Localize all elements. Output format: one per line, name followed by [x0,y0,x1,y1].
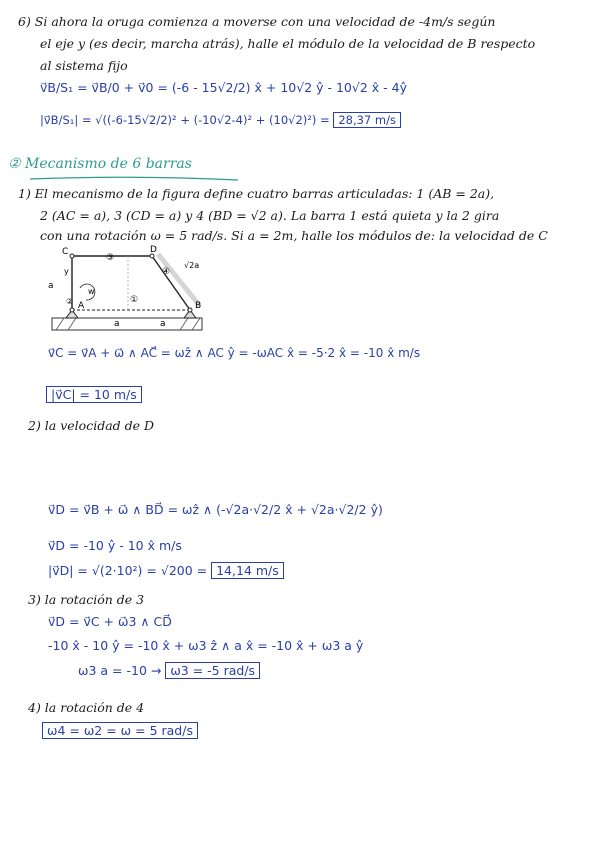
vc-eq: v⃗C = v⃗A + ω⃗ ∧ AC⃗ = ωẑ ∧ AC ŷ = -ωAC x̂ = -5·2 x̂ = -10 x̂ m/s [48,346,421,360]
label-a-bottom: a [114,319,120,329]
vd-eq1: v⃗D = v⃗B + ω⃗ ∧ BD⃗ = ωẑ ∧ (-√2a·√2/2 x̂ + √2a·√2/2 ŷ) [48,502,383,517]
vd-heading: 2) la velocidad de D [28,418,155,433]
w3-eq3: ω3 a = -10 → [78,663,162,678]
w4-heading: 4) la rotación de 4 [28,700,145,715]
label-sqrt2a: √2a [184,261,200,270]
label-bar4: ④ [162,267,171,277]
label-omega: w [88,287,95,296]
label-c: C [62,247,69,257]
section-title: ② Mecanismo de 6 barras [8,156,192,172]
section-underline [30,176,240,182]
w3-heading: 3) la rotación de 3 [28,592,145,607]
label-a-left: a [48,281,54,291]
vd-eq3: |v⃗D| = √(2·10²) = √200 = [48,563,208,578]
w3-eq3-row [78,662,260,679]
part6-line2: el eje y (es decir, marcha atrás), halle el módulo de la velocidad de B respecto [40,36,536,51]
w4-result-row [42,722,198,739]
statement-line1: 1) El mecanismo de la figura define cuatro barras articuladas: 1 (AB = 2a), [18,186,495,201]
vc-result-row [46,386,142,403]
label-d: D [150,245,157,255]
w4-result-box: ω4 = ω2 = ω = 5 rad/s [42,722,198,739]
label-bar3: ③ [106,253,115,263]
w3-result-box: ω3 = -5 rad/s [165,662,260,679]
vd-result-box: 14,14 m/s [211,562,284,579]
label-bar1: ① [130,295,139,305]
w3-eq2: -10 x̂ - 10 ŷ = -10 x̂ + ω3 ẑ ∧ a x̂ = -10 x̂ + ω3 a ŷ [48,638,364,653]
label-a: A [78,301,85,311]
part6-line1: 6) Si ahora la oruga comienza a moverse con una velocidad de -4m/s según [18,14,496,29]
statement-line2: 2 (AC = a), 3 (CD = a) y 4 (BD = √2 a). La barra 1 está quieta y la 2 gira [40,208,500,223]
joint-c [70,254,74,258]
part6-eq1: v⃗B/S₁ = v⃗B/0 + v⃗0 = (-6 - 15√2/2) x̂ + 10√2 ŷ - 10√2 x̂ - 4ŷ [40,80,407,95]
label-bar2: ② [66,297,74,306]
statement-line3: con una rotación ω = 5 rad/s. Si a = 2m, halle los módulos de: la velocidad de C [40,228,548,243]
w3-eq1: v⃗D = v⃗C + ω⃗3 ∧ CD⃗ [48,614,172,629]
joint-b [188,308,192,312]
label-y: y [64,267,69,276]
mechanism-figure [40,244,230,340]
ground-hatch [56,318,200,330]
part6-line3: al sistema fijo [40,58,128,73]
part6-eq2-row [40,112,401,128]
joint-a [70,308,74,312]
part6-eq2: |v⃗B/S₁| = √((-6-15√2/2)² + (-10√2-4)² + (10√2)²) = [40,113,330,127]
vd-eq3-row [48,562,284,579]
label-b: B [195,301,202,311]
vd-eq2: v⃗D = -10 ŷ - 10 x̂ m/s [48,538,182,553]
part6-result-box: 28,37 m/s [333,112,401,128]
label-a-bottom2: a [160,319,166,329]
vc-result-box: |v⃗C| = 10 m/s [46,386,142,403]
